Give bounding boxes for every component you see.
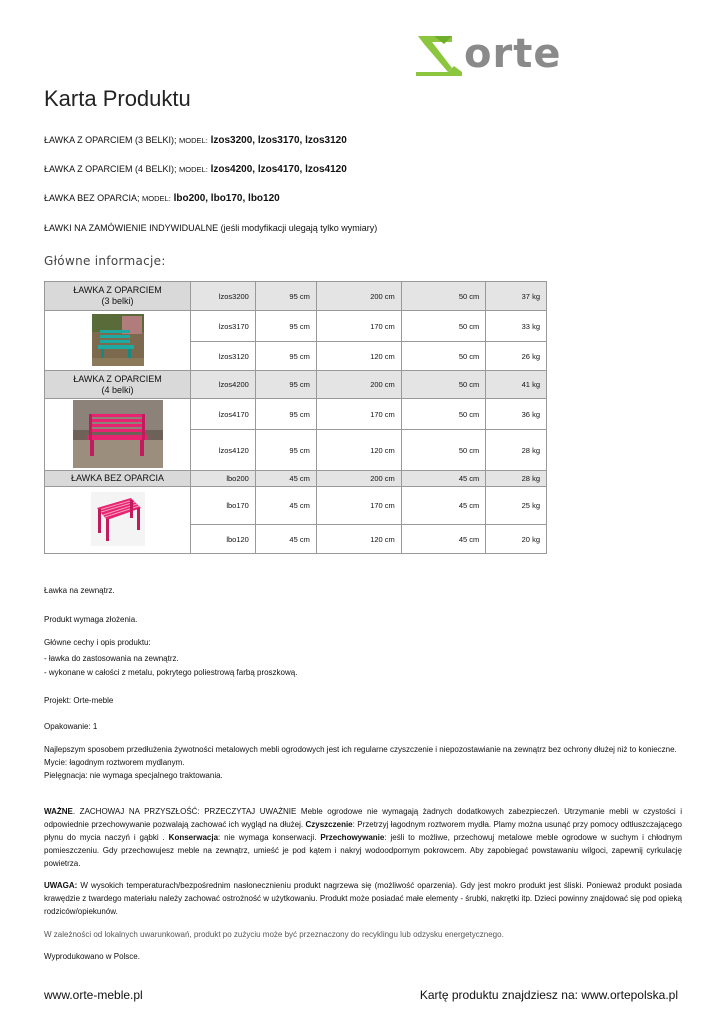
height-cell: 95 cm (255, 430, 316, 471)
product-image-cell (45, 399, 191, 471)
feature-item: - ławka do zastosowania na zewnątrz. (44, 654, 179, 663)
weight-cell: 33 kg (486, 311, 547, 342)
important-text: . ZACHOWAJ NA PRZYSZŁOŚĆ: PRZECZYTAJ UWAŻNIE Meble ogrodowe nie wymagają żadnych dodatkowych zabezpieczeń. Utrzymanie mebli w czystości i odpowiednie przechowywanie pozwalają zachować ich wygląd na dłużej. (44, 807, 682, 829)
height-cell: 95 cm (255, 282, 316, 311)
height-cell: 95 cm (255, 371, 316, 399)
pink-bench-photo-icon (73, 400, 163, 468)
depth-cell: 50 cm (401, 282, 485, 311)
weight-cell: 37 kg (486, 282, 547, 311)
model-cell: lzos4120 (191, 430, 256, 471)
depth-cell: 50 cm (401, 342, 485, 371)
page-title: Karta Produktu (44, 86, 191, 111)
model-code: , lzos3170 (252, 135, 300, 146)
weight-cell: 25 kg (486, 487, 547, 525)
green-bench-photo-icon (92, 314, 144, 366)
table-row (45, 371, 547, 399)
table-row (45, 399, 547, 430)
model-code: lzos4200 (207, 164, 253, 175)
group-name-cell (45, 282, 191, 311)
height-cell: 45 cm (255, 471, 316, 487)
model-code: , lzos4120 (299, 164, 347, 175)
model-cell: lbo120 (191, 525, 256, 554)
product-line-4-belki (44, 164, 347, 175)
storage-label: Przechowywanie (320, 833, 385, 842)
spec-table (44, 281, 547, 554)
outdoor-text: Ławka na zewnątrz. (44, 586, 115, 595)
height-cell: 45 cm (255, 525, 316, 554)
table-row (45, 311, 547, 342)
important-text: : nie wymaga konserwacji. (218, 833, 321, 842)
model-code: , lzos4170 (252, 164, 300, 175)
model-cell: lbo200 (191, 471, 256, 487)
model-label: MODEL: (142, 194, 171, 203)
length-cell: 170 cm (316, 311, 401, 342)
product-line-prefix: ŁAWKA Z OPARCIEM (3 BELKI); (44, 135, 180, 145)
depth-cell: 45 cm (401, 487, 485, 525)
depth-cell: 50 cm (401, 430, 485, 471)
group-name-line: ŁAWKA Z OPARCIEM (73, 373, 162, 384)
product-image-cell (45, 311, 191, 371)
depth-cell: 45 cm (401, 525, 485, 554)
length-cell: 200 cm (316, 471, 401, 487)
important-paragraph (44, 805, 682, 870)
depth-cell: 50 cm (401, 399, 485, 430)
height-cell: 95 cm (255, 311, 316, 342)
depth-cell: 45 cm (401, 471, 485, 487)
model-code: lzos3200 (207, 135, 253, 146)
length-cell: 120 cm (316, 342, 401, 371)
care-block (44, 743, 682, 782)
model-cell: lzos3170 (191, 311, 256, 342)
height-cell: 95 cm (255, 342, 316, 371)
product-line-bez-oparcia (44, 193, 280, 204)
group-name-cell (45, 471, 191, 487)
model-cell: lbo170 (191, 487, 256, 525)
model-code: , lzos3120 (299, 135, 347, 146)
warning-text: W wysokich temperaturach/bezpośrednim nasłonecznieniu produkt nagrzewa się (możliwość oparzenia). Gdy jest mokro produkt jest śliski. Ponieważ produkt posiada krawędzie z twardego materiału należy zachować ostrożność w użytkowaniu. Produkt może posiadać małe elementy - śrubki, nakrętki itp. Dzieci powinny znajdować się pod opieką rodziców/opiekunów. (44, 881, 682, 916)
length-cell: 200 cm (316, 282, 401, 311)
group-name-line: (4 belki) (101, 384, 134, 395)
feature-item: - wykonane w całości z metalu, pokrytego poliestrową farbą proszkową. (44, 668, 298, 677)
assembly-text: Produkt wymaga złożenia. (44, 615, 138, 624)
height-cell: 95 cm (255, 399, 316, 430)
group-name-line: (3 belki) (101, 296, 134, 306)
weight-cell: 20 kg (486, 525, 547, 554)
care-text: Pielęgnacja: nie wymaga specjalnego traktowania. (44, 771, 223, 780)
table-row (45, 487, 547, 525)
recycling-text: W zależności od lokalnych uwarunkowań, produkt po zużyciu może być przeznaczony do recyklingu lub odzysku energetycznego. (44, 930, 504, 939)
backless-bench-photo-icon (91, 492, 145, 546)
section-title: Główne informacje: (44, 254, 166, 268)
model-cell: lzos3200 (191, 282, 256, 311)
weight-cell: 28 kg (486, 430, 547, 471)
warning-label: UWAGA: (44, 881, 78, 890)
care-text: Mycie: łagodnym roztworem mydlanym. (44, 758, 185, 767)
warning-paragraph (44, 879, 682, 918)
product-line-prefix: ŁAWKA BEZ OPARCIA; (44, 193, 143, 203)
footer-website-link[interactable]: www.orte-meble.pl (44, 988, 143, 1002)
important-text: : jeśli to możliwe, przechowuj metalowe meble ogrodowe w suchym i chłodnym pomieszczeniu. Gdy przechowujesz meble na zewnątrz, umieść je pod kątem i nakryj wodoodpornym pokrowcem. Aby zapobiegać powstawaniu wilgoci, zapewnij cyrkulację powietrza. (44, 833, 683, 868)
project-text: Projekt: Orte-meble (44, 696, 114, 705)
length-cell: 170 cm (316, 399, 401, 430)
depth-cell: 50 cm (401, 371, 485, 399)
made-in-text: Wyprodukowano w Polsce. (44, 952, 140, 961)
group-name-line: ŁAWKA Z OPARCIEM (73, 285, 162, 295)
product-line-prefix: ŁAWKA Z OPARCIEM (4 BELKI); (44, 164, 180, 174)
footer-card-link[interactable]: Kartę produktu znajdziesz na: www.ortepolska.pl (419, 988, 678, 1002)
model-cell: lzos3120 (191, 342, 256, 371)
important-text: : Przetrzyj łagodnym roztworem mydła. Plamy można usunąć przy pomocy odtłuszczającego płynu do mycia naczyń i gąbki . (44, 820, 682, 842)
cleaning-label: Czyszczenie (305, 820, 353, 829)
features-title: Główne cechy i opis produktu: (44, 638, 151, 647)
group-name-cell (45, 371, 191, 399)
important-label: WAŻNE (44, 807, 73, 816)
packages-text: Opakowanie: 1 (44, 722, 98, 731)
length-cell: 120 cm (316, 525, 401, 554)
product-line-3-belki (44, 135, 347, 146)
length-cell: 170 cm (316, 487, 401, 525)
length-cell: 120 cm (316, 430, 401, 471)
height-cell: 45 cm (255, 487, 316, 525)
weight-cell: 28 kg (486, 471, 547, 487)
table-row (45, 282, 547, 311)
care-text: Najlepszym sposobem przedłużenia żywotności metalowych mebli ogrodowych jest ich regularne czyszczenie i niepozostawianie na zewnątrz bez ochrony dłużej niż to konieczne. (44, 745, 677, 754)
model-label: MODEL: (179, 136, 208, 145)
custom-order-line: ŁAWKI NA ZAMÓWIENIE INDYWIDUALNE (jeśli modyfikacji ulegają tylko wymiary) (44, 223, 378, 233)
table-row (45, 471, 547, 487)
group-name-line: ŁAWKA BEZ OPARCIA (70, 473, 165, 483)
model-cell: lzos4200 (191, 371, 256, 399)
model-cell: lzos4170 (191, 399, 256, 430)
weight-cell: 26 kg (486, 342, 547, 371)
conservation-label: Konserwacja (168, 833, 219, 842)
model-code: lbo200, lbo170, lbo120 (170, 193, 280, 204)
weight-cell: 36 kg (486, 399, 547, 430)
weight-cell: 41 kg (486, 371, 547, 399)
model-label: MODEL: (179, 165, 208, 174)
orte-logo (414, 32, 584, 80)
logo-text: orte (464, 31, 562, 77)
product-image-cell (45, 487, 191, 554)
length-cell: 200 cm (316, 371, 401, 399)
depth-cell: 50 cm (401, 311, 485, 342)
